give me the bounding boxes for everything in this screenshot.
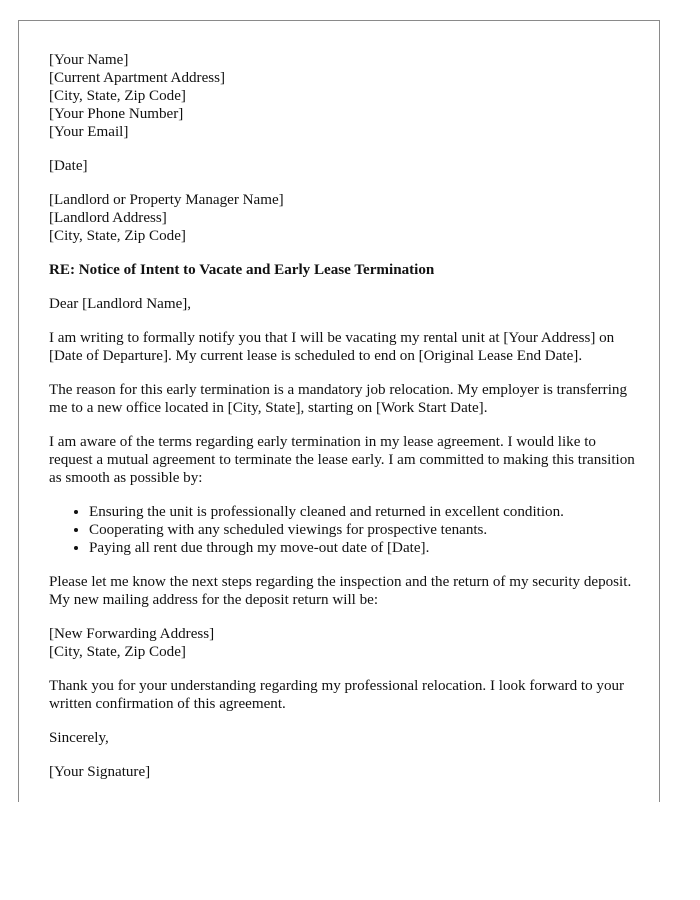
recipient-block — [49, 191, 639, 245]
salutation: Dear [Landlord Name], — [49, 296, 192, 312]
list-item: • Paying all rent due through my move-out date of [Date]. — [89, 539, 639, 557]
recipient-city-state-zip: [City, State, Zip Code] — [49, 228, 186, 244]
body-paragraph-deposit: Please let me know the next steps regarding the inspection and the return of my security deposit. My new mailing address for the deposit return will be: — [49, 574, 632, 608]
list-item: • Cooperating with any scheduled viewings for prospective tenants. — [89, 521, 639, 539]
body-paragraph-terms: I am aware of the terms regarding early termination in my lease agreement. I would like to request a mutual agreement to terminate the lease early. I am committed to making this transition as smooth as possible by: — [49, 434, 635, 486]
closing-paragraph: Thank you for your understanding regarding my professional relocation. I look forward to your written confirmation of this agreement. — [49, 678, 625, 712]
body-paragraph-reason: The reason for this early termination is a mandatory job relocation. My employer is transferring me to a new office located in [City, State], starting on [Work Start Date]. — [49, 382, 627, 416]
body-paragraph-notice: I am writing to formally notify you that I will be vacating my rental unit at [Your Address] on [Date of Departure]. My current lease is scheduled to end on [Original Lease End Date]. — [49, 330, 615, 364]
commitments-list — [49, 503, 639, 557]
date-block — [49, 157, 639, 175]
forwarding-address-block — [49, 625, 639, 661]
sender-name: [Your Name] — [49, 52, 129, 68]
subject-line: RE: Notice of Intent to Vacate and Early Lease Termination — [49, 262, 435, 278]
recipient-name: [Landlord or Property Manager Name] — [49, 192, 284, 208]
signature: [Your Signature] — [49, 764, 151, 780]
forwarding-city-state-zip: [City, State, Zip Code] — [49, 644, 186, 660]
recipient-address: [Landlord Address] — [49, 210, 167, 226]
sender-email: [Your Email] — [49, 124, 129, 140]
sender-city-state-zip: [City, State, Zip Code] — [49, 88, 186, 104]
letter-date: [Date] — [49, 158, 88, 174]
sender-block — [49, 51, 639, 141]
list-item: • Ensuring the unit is professionally cleaned and returned in excellent condition. — [89, 503, 639, 521]
forwarding-address: [New Forwarding Address] — [49, 626, 215, 642]
letter-page — [18, 20, 660, 802]
closing: Sincerely, — [49, 730, 109, 746]
sender-phone: [Your Phone Number] — [49, 106, 184, 122]
sender-address: [Current Apartment Address] — [49, 70, 226, 86]
